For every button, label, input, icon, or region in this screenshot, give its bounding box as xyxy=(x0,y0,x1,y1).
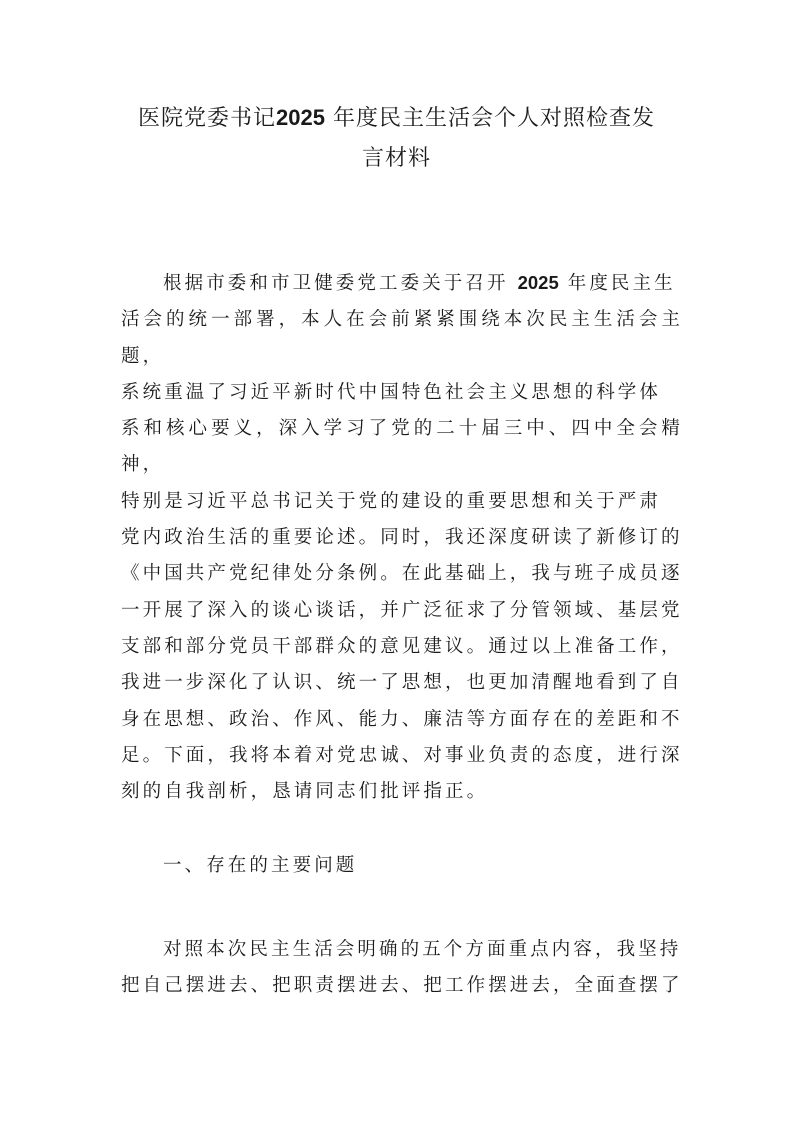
title-line-2: 言材料 xyxy=(361,146,431,171)
text-line: 系和核心要义，深入学习了党的二十届三中、四中全会精神， xyxy=(121,418,683,476)
text-line: 身在思想、政治、作风、能力、廉洁等方面存在的差距和不 xyxy=(121,708,683,730)
text-line: 活会的统一部署，本人在会前紧紧围绕本次民主生活会主题， xyxy=(121,309,683,367)
line-pre: 根据市委和市卫健委党工委关于召开 xyxy=(163,273,518,294)
text-line: 党内政治生活的重要论述。同时，我还深度研读了新修订的 xyxy=(121,527,683,549)
line-post: 年度民主生 xyxy=(558,273,676,294)
section-heading: 一、存在的主要问题 xyxy=(163,855,358,876)
title-line-1 xyxy=(110,98,683,139)
title-line1-rest: 年度民主生活会个人对照检查发 xyxy=(324,106,655,131)
year-number: 2025 xyxy=(517,272,559,293)
title-prefix: 医院党委书记 xyxy=(138,106,277,131)
document-title xyxy=(110,98,683,179)
text-line: 支部和部分党员干部群众的意见建议。通过以上准备工作， xyxy=(121,635,683,657)
text-line: 一开展了深入的谈心谈话，并广泛征求了分管领域、基层党 xyxy=(121,599,683,621)
text-line: 对照本次民主生活会明确的五个方面重点内容，我坚持 xyxy=(163,939,682,960)
text-line: 特别是习近平总书记关于党的建设的重要思想和关于严肃 xyxy=(121,490,662,512)
title-year: 2025 xyxy=(276,105,325,130)
intro-paragraph xyxy=(121,265,683,810)
text-line: 《中国共产党纪律处分条例。在此基础上，我与班子成员逐 xyxy=(121,563,683,585)
text-line: 足。下面，我将本着对党忠诚、对事业负责的态度，进行深 xyxy=(121,744,683,766)
text-line: 系统重温了习近平新时代中国特色社会主义思想的科学体 xyxy=(121,381,662,403)
text-line: 刻的自我剖析，恳请同志们批评指正。 xyxy=(121,781,489,803)
text-line: 我进一步深化了认识、统一了思想，也更加清醒地看到了自 xyxy=(121,672,683,694)
text-line xyxy=(121,265,683,302)
problems-paragraph xyxy=(121,932,683,1005)
text-line: 把自己摆进去、把职责摆进去、把工作摆进去，全面查摆了 xyxy=(121,975,683,997)
